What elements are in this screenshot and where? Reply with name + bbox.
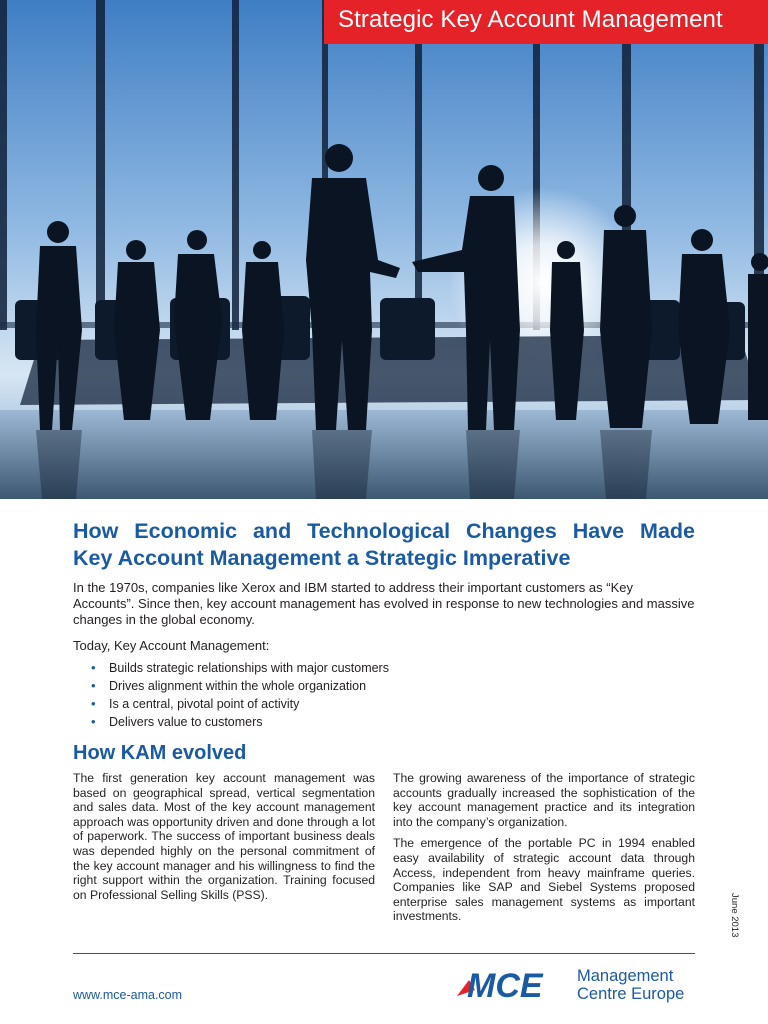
business-handshake-photo [0,0,768,499]
article-title-line-1: How Economic and Technological Changes Have Made [73,519,695,543]
bullet-list-lead: Today, Key Account Management: [73,638,270,653]
article-title [73,518,695,572]
document-title-banner: Strategic Key Account Management [324,0,768,44]
bullet-icon: • [91,660,96,675]
list-item-text: Builds strategic relationships with major customers [109,661,389,675]
list-item-text: Delivers value to customers [109,715,263,729]
benefits-list [73,659,695,731]
list-item [73,659,695,677]
logo-text-line-1: Management [577,967,674,985]
list-item [73,713,695,731]
left-column [73,771,375,909]
right-column-paragraph-2: The emergence of the portable PC in 1994 enabled easy availability of strategic account data through Access, independent from heavy mainframe queries. Companies like SAP and Siebel Systems proposed enterprise sales management systems as important investments. [393,836,695,924]
logo-text [577,967,684,1003]
article-title-line-2: Key Account Management a Strategic Imperative [73,546,571,570]
bullet-icon: • [91,696,96,711]
footer-link[interactable]: www.mce-ama.com [73,988,183,1002]
side-date: June 2013 [729,893,740,938]
bullet-icon: • [91,678,96,693]
footer-divider [73,953,695,954]
list-item-text: Drives alignment within the whole organization [109,679,367,693]
mce-logo-icon [455,966,559,1002]
list-item [73,695,695,713]
left-column-paragraph: The first generation key account management was based on geographical spread, vertical segmentation and sales data. Most of the key account management approach was opportunity driven and done through a lot of paperwork. The success of important business deals was depended highly on the personal commitment of the key account manager and his willingness to find the right support within the organization. Training focused on Professional Selling Skills (PSS). [73,771,375,902]
bullet-icon: • [91,714,96,729]
intro-paragraph: In the 1970s, companies like Xerox and IBM started to address their important customers as “Key Accounts”. Since then, key account management has evolved in response to new technologies and massive changes in the global economy. [73,580,695,627]
hero-photo [0,0,768,499]
list-item [73,677,695,695]
list-item-text: Is a central, pivotal point of activity [109,697,300,711]
section-heading: How KAM evolved [73,742,247,764]
logo-wordmark: MCE [467,967,543,1002]
logo-text-line-2: Centre Europe [577,985,685,1003]
right-column [393,771,695,931]
right-column-paragraph-1: The growing awareness of the importance of strategic accounts gradually increased the sophistication of the key account management practice and its integration into the company’s organization. [393,771,695,829]
